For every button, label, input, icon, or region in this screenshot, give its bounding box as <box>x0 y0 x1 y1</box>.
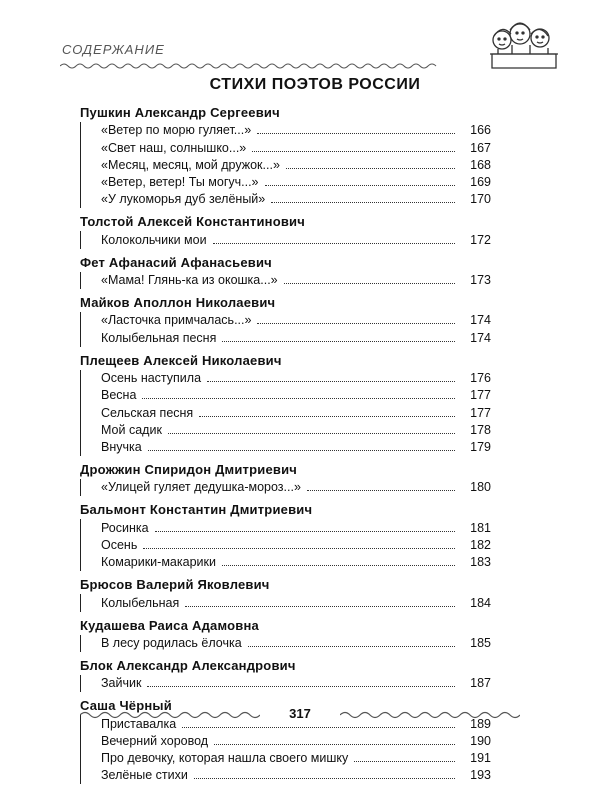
author-name: Кудашева Раиса Адамовна <box>80 617 259 633</box>
author-entries <box>80 635 491 652</box>
dot-leader <box>265 185 455 186</box>
running-header <box>60 40 560 70</box>
entry-page-number: 177 <box>470 388 491 403</box>
dot-leader <box>257 323 455 324</box>
dot-leader <box>143 548 455 549</box>
dot-leader <box>168 433 455 434</box>
author-entries <box>80 370 491 456</box>
dot-leader <box>354 761 455 762</box>
author-name: Брюсов Валерий Яковлевич <box>80 577 270 593</box>
entry-title: Мой садик <box>101 422 162 437</box>
entry-title: «У лукоморья дуб зелёный» <box>101 192 266 207</box>
entry-title: Сельская песня <box>101 405 194 420</box>
toc-entry[interactable] <box>81 272 491 289</box>
entry-title: Приставалка <box>101 716 177 731</box>
header-wave-divider <box>60 62 440 70</box>
section-title: СТИХИ ПОЭТОВ РОССИИ <box>209 76 421 93</box>
author-name: Толстой Алексей Константинович <box>80 214 305 230</box>
toc-entry[interactable] <box>81 479 491 496</box>
toc-entry[interactable] <box>81 422 491 439</box>
entry-page-number: 190 <box>470 733 491 748</box>
entry-page-number: 178 <box>470 422 491 437</box>
entry-title: «Улицей гуляет дедушка-мороз...» <box>101 480 301 495</box>
toc-entry[interactable] <box>81 750 491 767</box>
entry-page-number: 173 <box>470 273 491 288</box>
entry-page-number: 181 <box>470 520 491 535</box>
entry-page-number: 172 <box>470 232 491 247</box>
author-name: Бальмонт Константин Дмитриевич <box>80 502 313 518</box>
dot-leader <box>182 727 455 728</box>
toc-entry[interactable] <box>81 174 491 191</box>
author-name: Блок Александр Александрович <box>80 657 296 673</box>
entry-title: «Ласточка примчалась...» <box>101 313 252 328</box>
toc-entry[interactable] <box>81 733 491 750</box>
dot-leader <box>307 490 455 491</box>
entry-page-number: 187 <box>470 676 491 691</box>
toc-entry[interactable] <box>81 767 491 784</box>
entry-page-number: 182 <box>470 538 491 553</box>
author-name: Фет Афанасий Афанасьевич <box>80 254 272 270</box>
entry-page-number: 191 <box>470 751 491 766</box>
entry-page-number: 168 <box>470 157 491 172</box>
author-entries <box>80 312 491 347</box>
entry-page-number: 184 <box>470 595 491 610</box>
author-name: Дрожжин Спиридон Дмитриевич <box>80 462 298 478</box>
dot-leader <box>222 565 455 566</box>
toc-entry[interactable] <box>81 329 491 346</box>
toc-entry[interactable] <box>81 312 491 329</box>
toc-entry[interactable] <box>81 370 491 387</box>
dot-leader <box>271 202 455 203</box>
author-entries <box>80 594 491 611</box>
toc-entry[interactable] <box>81 519 491 536</box>
author-entries <box>80 272 491 289</box>
dot-leader <box>286 168 455 169</box>
table-of-contents <box>80 104 491 789</box>
entry-title: «Месяц, месяц, мой дружок...» <box>101 157 280 172</box>
dot-leader <box>222 341 455 342</box>
entry-page-number: 193 <box>470 768 491 783</box>
toc-entry[interactable] <box>81 554 491 571</box>
entry-page-number: 176 <box>470 370 491 385</box>
author-entries <box>80 231 491 248</box>
dot-leader <box>148 450 455 451</box>
toc-entry[interactable] <box>81 439 491 456</box>
entry-title: «Мама! Глянь-ка из окошка...» <box>101 273 278 288</box>
entry-title: «Свет наш, солнышко...» <box>101 140 247 155</box>
header-label: СОДЕРЖАНИЕ <box>62 42 165 57</box>
author-entries <box>80 122 491 208</box>
toc-entry[interactable] <box>81 191 491 208</box>
dot-leader <box>214 744 455 745</box>
dot-leader <box>257 133 455 134</box>
toc-entry[interactable] <box>81 157 491 174</box>
entry-page-number: 167 <box>470 140 491 155</box>
dot-leader <box>248 646 455 647</box>
entry-title: Весна <box>101 388 137 403</box>
dot-leader <box>213 243 455 244</box>
entry-page-number: 169 <box>470 175 491 190</box>
dot-leader <box>147 686 455 687</box>
dot-leader <box>194 778 455 779</box>
entry-page-number: 170 <box>470 192 491 207</box>
entry-title: Колыбельная песня <box>101 330 217 345</box>
toc-entry[interactable] <box>81 675 491 692</box>
footer-wave-right <box>340 710 520 720</box>
dot-leader <box>142 398 455 399</box>
dot-leader <box>155 531 455 532</box>
toc-entry[interactable] <box>81 594 491 611</box>
entry-title: Комарики-макарики <box>101 555 216 570</box>
author-entries <box>80 519 491 571</box>
toc-entry[interactable] <box>81 122 491 139</box>
toc-entry[interactable] <box>81 231 491 248</box>
author-entries <box>80 675 491 692</box>
author-name: Плещеев Алексей Николаевич <box>80 352 282 368</box>
children-illustration <box>490 18 560 70</box>
entry-page-number: 183 <box>470 555 491 570</box>
entry-title: Росинка <box>101 520 149 535</box>
entry-page-number: 185 <box>470 635 491 650</box>
entry-page-number: 166 <box>470 123 491 138</box>
toc-entry[interactable] <box>81 404 491 421</box>
dot-leader <box>199 416 455 417</box>
entry-title: Осень наступила <box>101 370 202 385</box>
entry-title: В лесу родилась ёлочка <box>101 635 242 650</box>
entry-page-number: 177 <box>470 405 491 420</box>
entry-title: Про девочку, которая нашла своего мишку <box>101 751 349 766</box>
entry-title: Колыбельная <box>101 595 180 610</box>
toc-entry[interactable] <box>81 635 491 652</box>
author-entries <box>80 479 491 496</box>
toc-entry[interactable] <box>81 387 491 404</box>
dot-leader <box>284 283 455 284</box>
entry-title: Вечерний хоровод <box>101 733 209 748</box>
entry-page-number: 174 <box>470 330 491 345</box>
page-footer <box>80 706 520 726</box>
toc-entry[interactable] <box>81 139 491 156</box>
author-name: Майков Аполлон Николаевич <box>80 295 276 311</box>
entry-page-number: 174 <box>470 313 491 328</box>
author-name: Саша Чёрный <box>80 698 172 714</box>
entry-title: Зелёные стихи <box>101 768 188 783</box>
entry-title: Осень <box>101 538 138 553</box>
toc-entry[interactable] <box>81 537 491 554</box>
dot-leader <box>252 151 455 152</box>
entry-title: Зайчик <box>101 676 142 691</box>
entry-page-number: 180 <box>470 480 491 495</box>
entry-title: «Ветер по морю гуляет...» <box>101 123 252 138</box>
entry-title: Внучка <box>101 440 142 455</box>
page-number: 317 <box>289 706 311 721</box>
author-name: Пушкин Александр Сергеевич <box>80 105 280 120</box>
entry-title: Колокольчики мои <box>101 232 207 247</box>
entry-page-number: 179 <box>470 440 491 455</box>
entry-title: «Ветер, ветер! Ты могуч...» <box>101 175 259 190</box>
dot-leader <box>185 606 455 607</box>
dot-leader <box>207 381 455 382</box>
entry-page-number: 189 <box>470 716 491 731</box>
